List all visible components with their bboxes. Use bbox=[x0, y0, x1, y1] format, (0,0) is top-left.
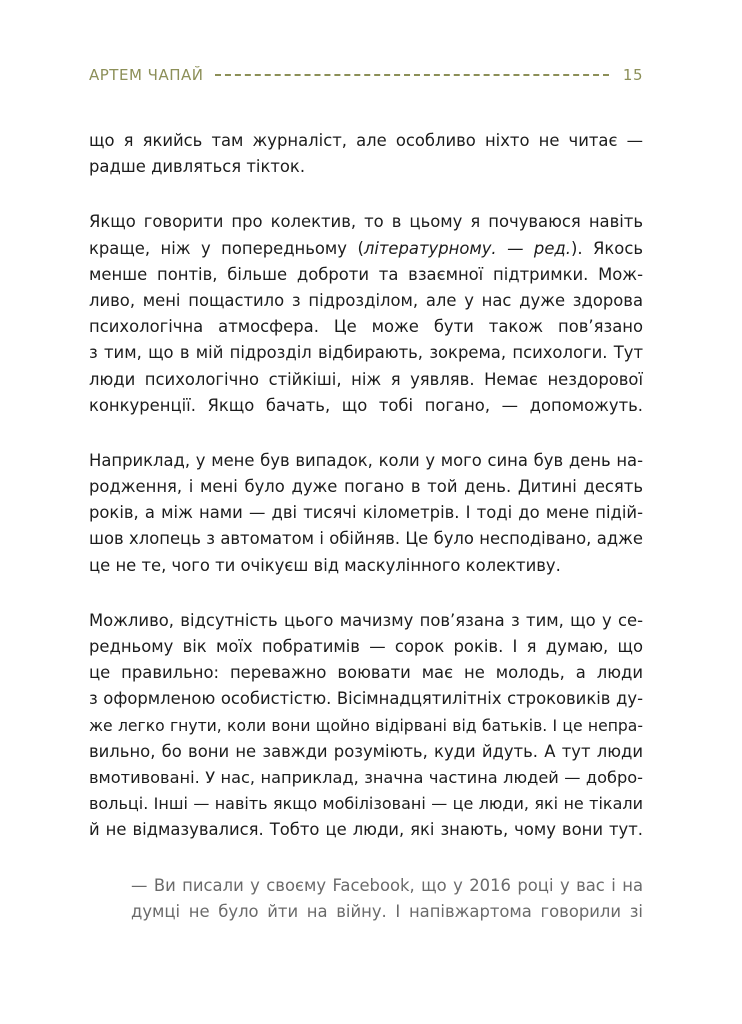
editor-note: літературному. — ред. bbox=[363, 238, 571, 258]
paragraph-4 bbox=[89, 608, 643, 844]
text-line: що я якийсь там журналіст, але особливо ніхто не читає — bbox=[89, 131, 643, 150]
text-line: Можливо, відсутність цього мачизму пов’язана з тим, що у се- bbox=[89, 610, 643, 630]
text-line: психологічна атмосфера. Це може бути також пов’язано bbox=[89, 317, 643, 337]
text-line: же легко гнути, коли вони щойно відірвані від батьків. І це непра- bbox=[89, 716, 643, 735]
body-text bbox=[89, 128, 643, 954]
text-line bbox=[89, 236, 643, 262]
text-line: шов хлопець з автоматом і обійняв. Це було несподівано, адже bbox=[89, 529, 643, 549]
dashed-rule bbox=[215, 74, 608, 76]
paragraph-2 bbox=[89, 209, 643, 419]
text-line: вмотивовані. У нас, наприклад, значна частина людей — добро- bbox=[89, 767, 643, 787]
text-line: з тим, що в мій підрозділ відбирають, зокрема, психологи. Тут bbox=[89, 343, 643, 363]
text-span: краще, ніж у попередньому ( bbox=[89, 238, 364, 258]
paragraph-3 bbox=[89, 448, 643, 579]
text-line: й не відмазувалися. Тобто це люди, які знають, чому вони тут. bbox=[89, 820, 643, 840]
text-line: — Ви писали у своєму Facebook, що у 2016 році у вас і на bbox=[131, 875, 643, 895]
paragraph-1 bbox=[89, 128, 643, 180]
text-line: конкуренції. Якщо бачать, що тобі погано, — допоможуть. bbox=[89, 395, 643, 415]
text-line: вильно, бо вони не завжди розуміють, куди йдуть. А тут люди bbox=[89, 741, 643, 761]
text-line: з оформленою особистістю. Вісімнадцятилітніх строковиків ду- bbox=[89, 689, 643, 709]
text-line: вольці. Інші — навіть якщо мобілізовані — це люди, які не тікали bbox=[89, 794, 643, 814]
text-line: ливо, мені пощастило з підрозділом, але у нас дуже здорова bbox=[89, 290, 643, 310]
text-line: Якщо говорити про колектив, то в цьому я почуваюся навіть bbox=[89, 212, 643, 232]
text-line: люди психологічно стійкіші, ніж я уявляв. Немає нездорової bbox=[89, 369, 643, 389]
page-number: 15 bbox=[622, 66, 643, 84]
text-line: років, а між нами — дві тисячі кілометрів. І тоді до мене підій- bbox=[89, 503, 643, 523]
text-line: Наприклад, у мене був випадок, коли у мого сина був день на- bbox=[89, 450, 643, 470]
text-line: це правильно: переважно воювати має не молодь, а люди bbox=[89, 663, 643, 683]
text-span: ). Якось bbox=[570, 238, 643, 258]
running-header bbox=[89, 64, 643, 86]
text-line: редньому вік моїх побратимів — сорок років. І я думаю, що bbox=[89, 637, 643, 656]
text-line: родження, і мені було дуже погано в той день. Дитині десять bbox=[89, 477, 643, 497]
text-line: радше дивляться тікток. bbox=[89, 157, 306, 177]
interview-question bbox=[89, 873, 643, 925]
text-line: менше понтів, більше доброти та взаємної підтримки. Мож- bbox=[89, 264, 643, 284]
text-line: думці не було йти на війну. І напівжартома говорили зі bbox=[131, 901, 643, 921]
author-name: АРТЕМ ЧАПАЙ bbox=[89, 66, 204, 84]
text-line: це не те, чого ти очікуєш від маскулінного колективу. bbox=[89, 555, 561, 575]
